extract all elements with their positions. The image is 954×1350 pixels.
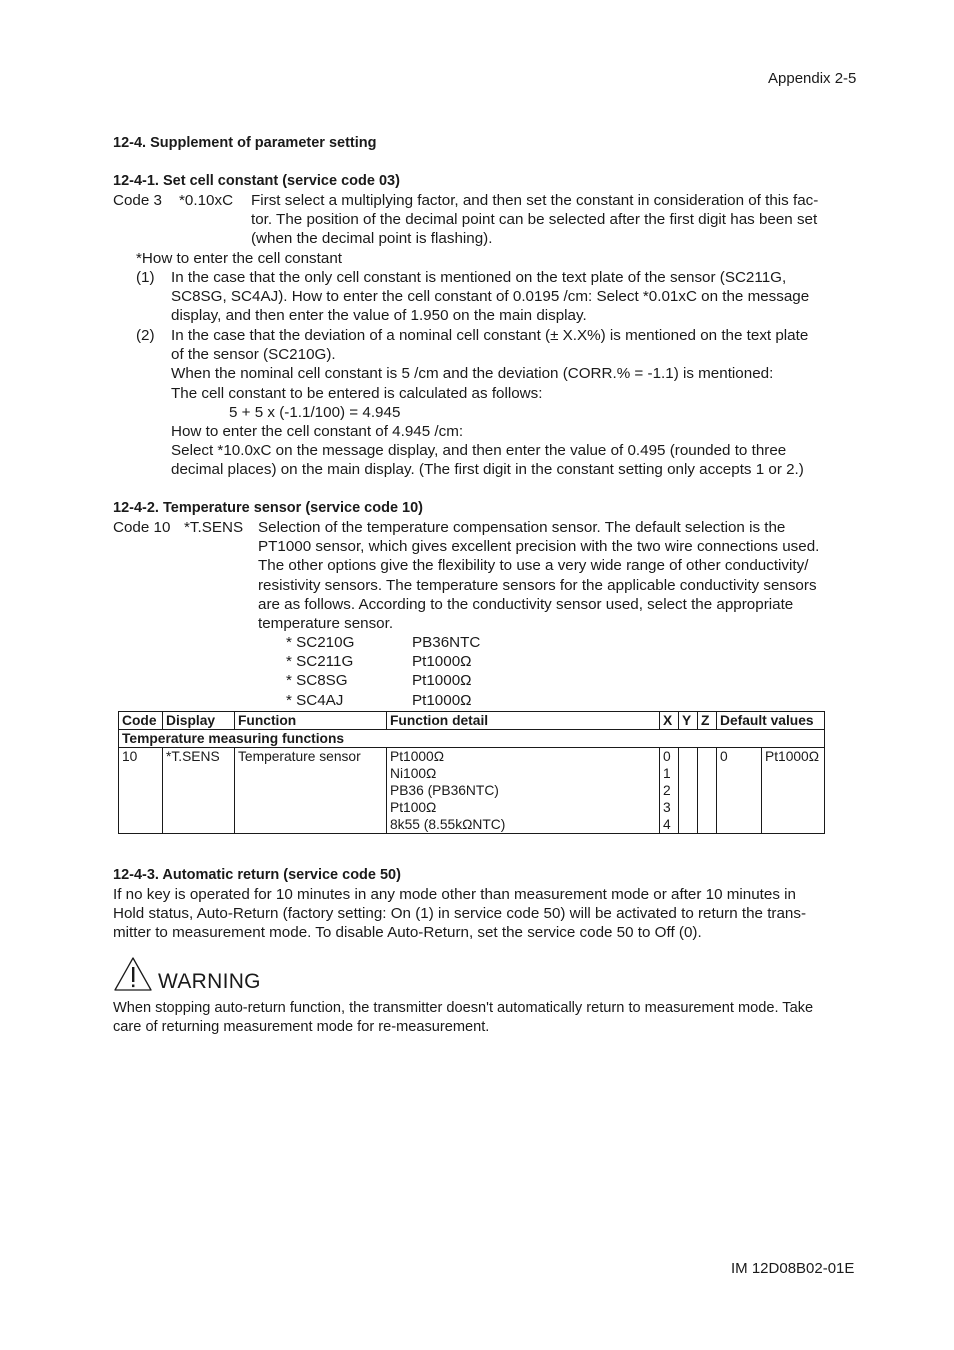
item-1-line: SC8SG, SC4AJ). How to enter the cell constant of 0.0195 /cm: Select *0.01xC on the message <box>171 288 810 306</box>
item-2-line: When the nominal cell constant is 5 /cm and the deviation (CORR.% = -1.1) is mentioned: <box>171 365 774 383</box>
item-2-number: (2) <box>136 327 155 344</box>
sensor-row <box>286 633 480 652</box>
row-function: Temperature sensor <box>235 748 387 834</box>
desc-line: resistivity sensors. The temperature sensors for the applicable conductivity sensors <box>258 576 817 594</box>
auto-return-heading: 12-4-3. Automatic return (service code 50) <box>113 867 401 883</box>
row-y <box>679 748 698 834</box>
item-1-number: (1) <box>136 269 155 286</box>
sensor-name: * SC211G <box>286 653 354 671</box>
desc-line: tor. The position of the decimal point can be selected after the first digit has been set <box>251 211 818 229</box>
desc-line: (when the decimal point is flashing). <box>251 230 493 248</box>
sensor-type: Pt1000Ω <box>412 653 472 671</box>
warning-line: care of returning measurement mode for re-measurement. <box>113 1019 490 1036</box>
row-z <box>698 748 717 834</box>
detail-item: PB36 (PB36NTC) <box>390 783 499 798</box>
col-header-y: Y <box>679 712 698 730</box>
table-group-row <box>119 730 825 748</box>
col-header-function-detail: Function detail <box>387 712 660 730</box>
col-header-default-values: Default values <box>717 712 825 730</box>
sensor-list <box>286 633 480 710</box>
sensor-name: * SC8SG <box>286 672 348 690</box>
x-value: 3 <box>663 800 671 815</box>
x-value: 4 <box>663 817 671 832</box>
x-value: 2 <box>663 783 671 798</box>
item-2-line: decimal places) on the main display. (The first digit in the constant setting only accepts 1 or 2.) <box>171 461 804 479</box>
sensor-type: Pt1000Ω <box>412 672 472 690</box>
desc-line: are as follows. According to the conductivity sensor used, select the appropriate <box>258 595 794 613</box>
page-header-label: Appendix 2-5 <box>768 70 857 87</box>
x-value: 1 <box>663 766 671 781</box>
warning-triangle-icon <box>113 956 153 992</box>
row-default-code: 0 <box>717 748 762 834</box>
col-header-code: Code <box>119 712 163 730</box>
desc-line: PT1000 sensor, which gives excellent precision with the two wire connections used. <box>258 538 820 556</box>
col-header-x: X <box>660 712 679 730</box>
warning-text <box>113 999 853 1037</box>
item-2-line: The cell constant to be entered is calculated as follows: <box>171 384 543 402</box>
row-code: 10 <box>119 748 163 834</box>
section-title: 12-4. Supplement of parameter setting <box>113 135 377 151</box>
row-function-details <box>387 748 660 834</box>
desc-line: Selection of the temperature compensation sensor. The default selection is the <box>258 519 786 536</box>
auto-return-line: Hold status, Auto-Return (factory setting: On (1) in service code 50) will be activated to return the trans- <box>113 905 807 923</box>
group-label: Temperature measuring functions <box>119 730 825 748</box>
sensor-name: * SC4AJ <box>286 691 344 709</box>
table-header-row <box>119 712 825 730</box>
temp-sensor-code: Code 10 <box>113 519 171 536</box>
col-header-z: Z <box>698 712 717 730</box>
sensor-row <box>286 652 480 671</box>
col-header-function: Function <box>235 712 387 730</box>
item-1-line: In the case that the only cell constant is mentioned on the text plate of the sensor (SC211G, <box>171 269 787 286</box>
sensor-type: Pt1000Ω <box>412 691 472 709</box>
cell-constant-code: Code 3 <box>113 192 162 209</box>
warning-title: WARNING <box>158 970 261 993</box>
auto-return-line: If no key is operated for 10 minutes in any mode other than measurement mode or after 10 minutes in <box>113 886 796 903</box>
col-header-display: Display <box>163 712 235 730</box>
temp-sensor-display: *T.SENS <box>184 519 244 536</box>
row-default-value: Pt1000Ω <box>762 748 825 834</box>
sensor-row <box>286 671 480 690</box>
cell-constant-display: *0.10xC <box>179 192 234 209</box>
temp-sensor-description <box>258 518 819 633</box>
item-1-text <box>171 268 809 326</box>
item-2-line: How to enter the cell constant of 4.945 /cm: <box>171 423 464 441</box>
detail-item: Pt1000Ω <box>390 749 445 764</box>
cell-constant-heading: 12-4-1. Set cell constant (service code 03) <box>113 173 400 189</box>
item-2-line: of the sensor (SC210G). <box>171 346 336 364</box>
desc-line: First select a multiplying factor, and then set the constant in consideration of this fac- <box>251 192 819 209</box>
item-1-line: display, and then enter the value of 1.950 on the main display. <box>171 307 587 325</box>
parameter-table <box>118 711 825 834</box>
document-id: IM 12D08B02-01E <box>731 1260 855 1277</box>
auto-return-text <box>113 885 806 943</box>
desc-line: temperature sensor. <box>258 615 394 633</box>
item-2-line: Select *10.0xC on the message display, and then enter the value of 0.495 (rounded to three <box>171 442 787 460</box>
row-display: *T.SENS <box>163 748 235 834</box>
x-value: 0 <box>663 749 671 764</box>
item-2-text <box>171 326 808 480</box>
detail-item: Ni100Ω <box>390 766 437 781</box>
temp-sensor-heading: 12-4-2. Temperature sensor (service code 10) <box>113 500 424 516</box>
how-to-enter-label: *How to enter the cell constant <box>136 250 342 267</box>
desc-line: The other options give the flexibility to use a very wide range of other conductivity/ <box>258 557 809 575</box>
warning-line: When stopping auto-return function, the transmitter doesn't automatically return to measurement mode. Take <box>113 1000 814 1016</box>
item-2-line: In the case that the deviation of a nominal cell constant (± X.X%) is mentioned on the text plate <box>171 327 809 344</box>
formula: 5 + 5 x (-1.1/100) = 4.945 <box>229 403 401 421</box>
detail-item: 8k55 (8.55kΩNTC) <box>390 817 506 832</box>
detail-item: Pt100Ω <box>390 800 437 815</box>
row-x-values <box>660 748 679 834</box>
table-row <box>119 748 825 834</box>
cell-constant-description <box>251 191 818 249</box>
sensor-type: PB36NTC <box>412 634 481 651</box>
sensor-row <box>286 691 480 710</box>
sensor-name: * SC210G <box>286 634 355 651</box>
auto-return-line: mitter to measurement mode. To disable Auto-Return, set the service code 50 to Off (0). <box>113 924 702 942</box>
